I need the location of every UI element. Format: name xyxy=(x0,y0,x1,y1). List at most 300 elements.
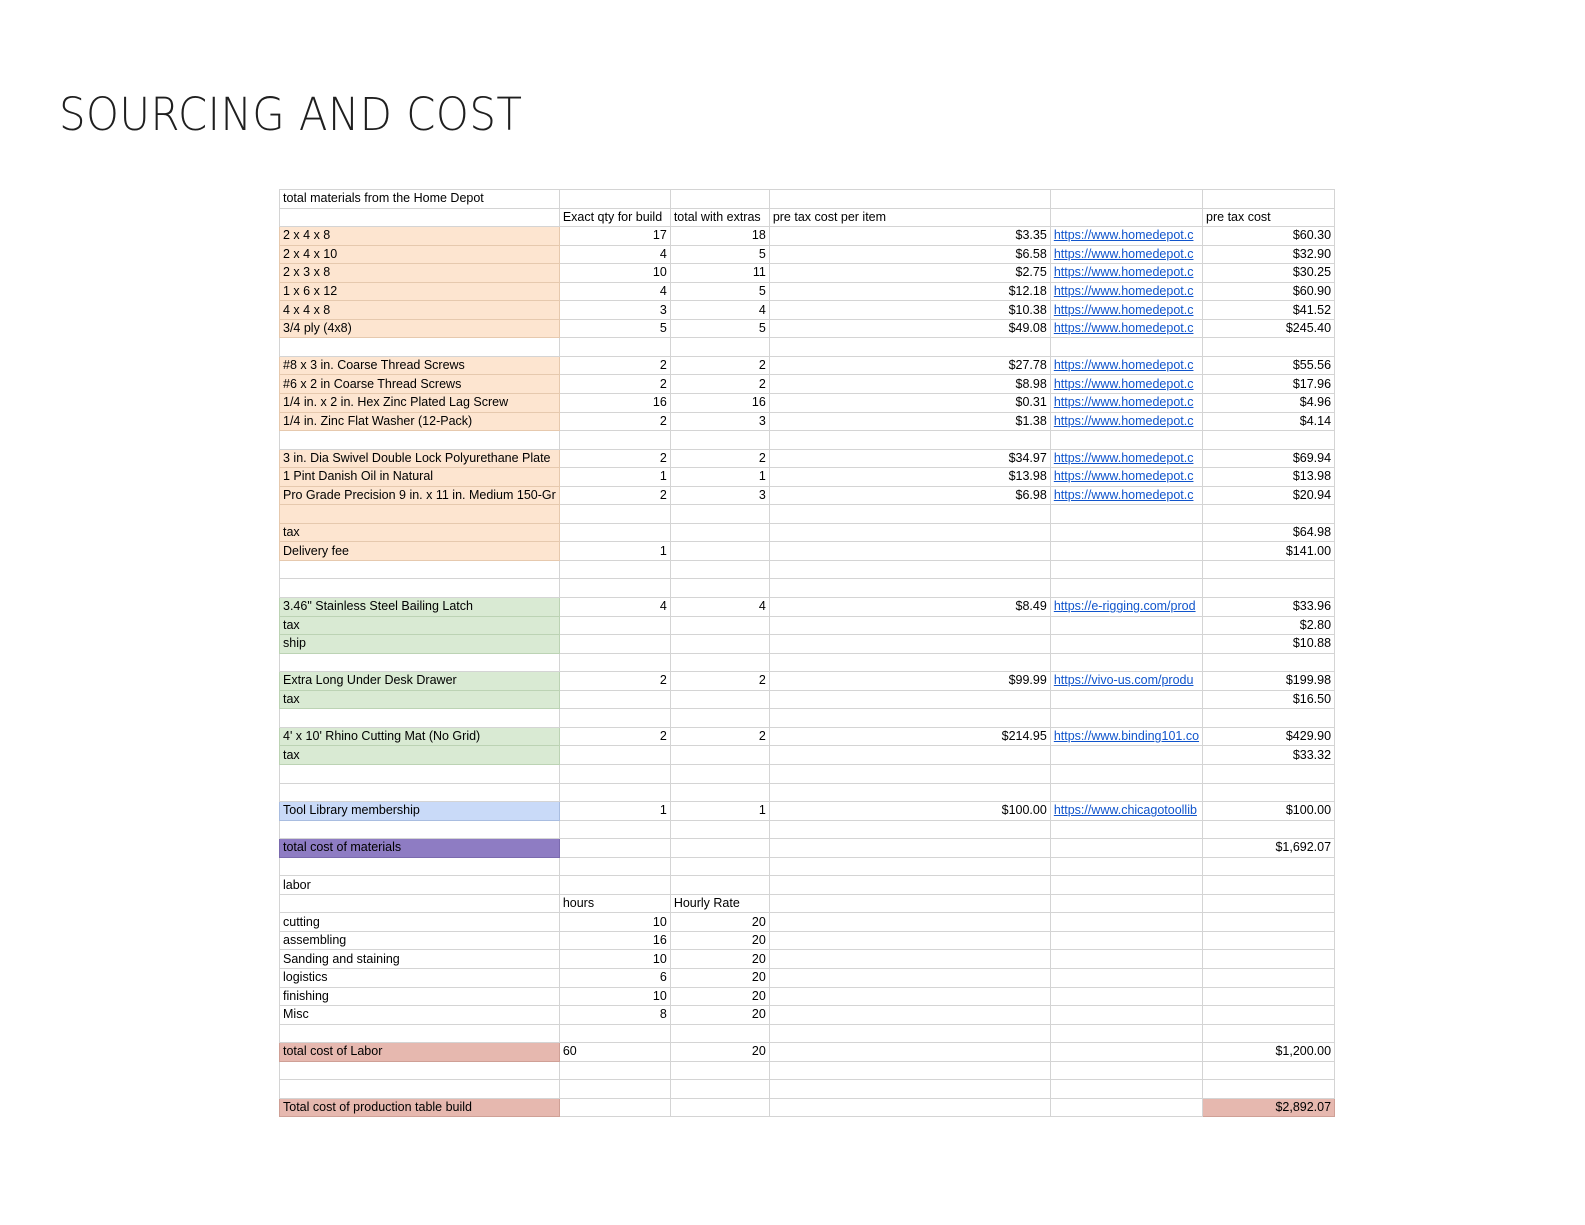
link-cell[interactable]: https://e-rigging.com/prod xyxy=(1050,598,1202,617)
table-row xyxy=(280,839,1335,858)
table-cell: 4 xyxy=(559,598,670,617)
link-cell[interactable]: https://www.homedepot.c xyxy=(1050,412,1202,431)
table-cell: $49.08 xyxy=(769,319,1050,338)
table-cell xyxy=(1203,653,1335,672)
table-cell xyxy=(769,987,1050,1006)
table-cell xyxy=(280,1080,560,1099)
table-cell xyxy=(280,764,560,783)
table-cell xyxy=(670,820,769,839)
table-cell: 20 xyxy=(670,1006,769,1025)
table-cell xyxy=(769,839,1050,858)
table-cell xyxy=(1050,987,1202,1006)
table-cell xyxy=(1050,839,1202,858)
table-row xyxy=(280,783,1335,802)
table-cell xyxy=(769,560,1050,579)
table-cell xyxy=(1203,950,1335,969)
table-cell: 10 xyxy=(559,950,670,969)
table-cell: 16 xyxy=(559,931,670,950)
table-cell xyxy=(670,690,769,709)
table-cell xyxy=(1050,820,1202,839)
table-cell: 20 xyxy=(670,987,769,1006)
table-cell: assembling xyxy=(280,931,560,950)
table-cell: $99.99 xyxy=(769,672,1050,691)
table-cell: 3 in. Dia Swivel Double Lock Polyurethane Plate xyxy=(280,449,560,468)
table-cell: finishing xyxy=(280,987,560,1006)
table-cell xyxy=(1050,579,1202,598)
page-title: SOURCING AND COST xyxy=(59,88,523,141)
table-cell: 4 x 4 x 8 xyxy=(280,301,560,320)
table-cell: Total cost of production table build xyxy=(280,1098,560,1117)
table-cell: $6.98 xyxy=(769,486,1050,505)
table-cell: tax xyxy=(280,746,560,765)
table-cell: 1 xyxy=(559,542,670,561)
table-cell xyxy=(1050,690,1202,709)
table-cell: 2 xyxy=(670,727,769,746)
table-cell xyxy=(559,839,670,858)
table-cell xyxy=(769,857,1050,876)
table-cell: $2.75 xyxy=(769,264,1050,283)
table-row xyxy=(280,412,1335,431)
table-cell xyxy=(1050,431,1202,450)
table-cell xyxy=(670,635,769,654)
table-cell xyxy=(769,505,1050,524)
table-cell xyxy=(1050,913,1202,932)
table-cell: $199.98 xyxy=(1203,672,1335,691)
link-cell[interactable]: https://www.homedepot.c xyxy=(1050,264,1202,283)
table-cell: $13.98 xyxy=(1203,468,1335,487)
table-cell xyxy=(769,431,1050,450)
table-cell xyxy=(1203,783,1335,802)
table-cell: Tool Library membership xyxy=(280,802,560,821)
table-cell: #6 x 2 in Coarse Thread Screws xyxy=(280,375,560,394)
link-cell[interactable]: https://www.homedepot.c xyxy=(1050,356,1202,375)
table-cell xyxy=(280,1061,560,1080)
table-row xyxy=(280,264,1335,283)
table-cell: $60.30 xyxy=(1203,227,1335,246)
link-cell[interactable]: https://www.homedepot.c xyxy=(1050,301,1202,320)
table-cell: 5 xyxy=(670,319,769,338)
table-cell xyxy=(280,820,560,839)
table-cell xyxy=(769,783,1050,802)
table-cell: $27.78 xyxy=(769,356,1050,375)
table-cell: $13.98 xyxy=(769,468,1050,487)
table-cell: 5 xyxy=(559,319,670,338)
table-cell: 1/4 in. Zinc Flat Washer (12-Pack) xyxy=(280,412,560,431)
link-cell[interactable]: https://www.homedepot.c xyxy=(1050,449,1202,468)
table-cell xyxy=(280,338,560,357)
table-cell: $0.31 xyxy=(769,394,1050,413)
table-cell: 3 xyxy=(670,486,769,505)
table-cell xyxy=(769,894,1050,913)
table-cell xyxy=(1050,876,1202,895)
table-cell: $20.94 xyxy=(1203,486,1335,505)
table-row xyxy=(280,449,1335,468)
table-cell: $16.50 xyxy=(1203,690,1335,709)
table-cell xyxy=(1050,1098,1202,1117)
table-cell xyxy=(769,1024,1050,1043)
table-cell xyxy=(670,1024,769,1043)
table-cell xyxy=(670,709,769,728)
table-cell: $64.98 xyxy=(1203,523,1335,542)
table-cell: Misc xyxy=(280,1006,560,1025)
table-cell: 10 xyxy=(559,913,670,932)
table-cell xyxy=(769,746,1050,765)
table-cell: 4 xyxy=(559,245,670,264)
table-cell: $10.88 xyxy=(1203,635,1335,654)
table-cell xyxy=(559,690,670,709)
table-cell: 4 xyxy=(559,282,670,301)
table-cell: 6 xyxy=(559,968,670,987)
table-cell: 2 xyxy=(670,449,769,468)
table-cell xyxy=(1203,1061,1335,1080)
table-cell: $12.18 xyxy=(769,282,1050,301)
table-cell xyxy=(1050,746,1202,765)
table-row xyxy=(280,857,1335,876)
table-cell: 16 xyxy=(559,394,670,413)
table-cell xyxy=(559,579,670,598)
table-cell: 10 xyxy=(559,987,670,1006)
table-cell xyxy=(1050,653,1202,672)
table-cell: 20 xyxy=(670,1043,769,1062)
table-cell: 2 xyxy=(559,727,670,746)
table-cell: 60 xyxy=(559,1043,670,1062)
table-cell xyxy=(1050,709,1202,728)
table-row xyxy=(280,1043,1335,1062)
table-cell: 1 x 6 x 12 xyxy=(280,282,560,301)
table-cell: $100.00 xyxy=(1203,802,1335,821)
table-cell xyxy=(559,876,670,895)
table-row xyxy=(280,394,1335,413)
table-cell xyxy=(1203,1006,1335,1025)
table-cell xyxy=(769,931,1050,950)
table-cell: $69.94 xyxy=(1203,449,1335,468)
table-cell: pre tax cost xyxy=(1203,208,1335,227)
table-cell: labor xyxy=(280,876,560,895)
table-cell xyxy=(769,579,1050,598)
table-cell xyxy=(280,431,560,450)
table-row xyxy=(280,950,1335,969)
table-cell xyxy=(769,1098,1050,1117)
table-cell xyxy=(559,653,670,672)
table-cell xyxy=(1203,987,1335,1006)
table-row xyxy=(280,1098,1335,1117)
table-cell xyxy=(1050,560,1202,579)
table-cell: 2 xyxy=(670,672,769,691)
table-cell xyxy=(559,820,670,839)
table-cell xyxy=(1050,190,1202,209)
table-cell xyxy=(559,560,670,579)
table-row xyxy=(280,653,1335,672)
table-cell: $34.97 xyxy=(769,449,1050,468)
table-cell xyxy=(559,190,670,209)
table-cell xyxy=(670,839,769,858)
table-cell xyxy=(559,505,670,524)
link-cell[interactable]: https://www.binding101.co xyxy=(1050,727,1202,746)
cost-spreadsheet xyxy=(279,189,1335,1117)
table-row xyxy=(280,894,1335,913)
table-cell: total cost of materials xyxy=(280,839,560,858)
table-cell: 1 Pint Danish Oil in Natural xyxy=(280,468,560,487)
table-cell: 2 xyxy=(559,449,670,468)
table-cell: 3/4 ply (4x8) xyxy=(280,319,560,338)
table-cell: Extra Long Under Desk Drawer xyxy=(280,672,560,691)
table-cell xyxy=(769,968,1050,987)
table-cell: 1 xyxy=(559,468,670,487)
table-cell xyxy=(1203,190,1335,209)
table-cell: $32.90 xyxy=(1203,245,1335,264)
table-cell xyxy=(769,876,1050,895)
table-cell xyxy=(1050,616,1202,635)
table-cell xyxy=(1203,338,1335,357)
table-cell xyxy=(1050,208,1202,227)
table-cell xyxy=(280,709,560,728)
table-cell: ship xyxy=(280,635,560,654)
table-cell xyxy=(670,505,769,524)
table-cell xyxy=(1050,542,1202,561)
table-cell: 2 x 4 x 10 xyxy=(280,245,560,264)
link-cell[interactable]: https://www.homedepot.c xyxy=(1050,319,1202,338)
table-cell xyxy=(1203,968,1335,987)
table-cell xyxy=(1050,1061,1202,1080)
table-cell xyxy=(280,208,560,227)
table-cell xyxy=(1050,338,1202,357)
table-row xyxy=(280,190,1335,209)
link-cell[interactable]: https://www.homedepot.c xyxy=(1050,282,1202,301)
table-cell: 1/4 in. x 2 in. Hex Zinc Plated Lag Screw xyxy=(280,394,560,413)
table-cell: $1,692.07 xyxy=(1203,839,1335,858)
table-cell: $245.40 xyxy=(1203,319,1335,338)
table-cell xyxy=(1050,950,1202,969)
table-row xyxy=(280,820,1335,839)
table-cell xyxy=(769,820,1050,839)
table-row xyxy=(280,802,1335,821)
table-cell: 4 xyxy=(670,301,769,320)
table-cell xyxy=(769,616,1050,635)
table-cell xyxy=(670,579,769,598)
table-cell: 8 xyxy=(559,1006,670,1025)
table-cell xyxy=(769,1061,1050,1080)
table-cell: 5 xyxy=(670,282,769,301)
table-row xyxy=(280,1080,1335,1099)
link-cell[interactable]: https://www.homedepot.c xyxy=(1050,486,1202,505)
table-cell xyxy=(1203,894,1335,913)
table-row xyxy=(280,727,1335,746)
table-cell xyxy=(280,894,560,913)
table-cell xyxy=(670,764,769,783)
table-cell: 20 xyxy=(670,931,769,950)
table-cell: 2 xyxy=(559,356,670,375)
table-cell: $41.52 xyxy=(1203,301,1335,320)
table-cell: 1 xyxy=(559,802,670,821)
table-cell xyxy=(280,579,560,598)
table-cell: 2 xyxy=(559,672,670,691)
table-cell xyxy=(769,1080,1050,1099)
table-cell xyxy=(670,876,769,895)
table-cell: 4' x 10' Rhino Cutting Mat (No Grid) xyxy=(280,727,560,746)
table-cell xyxy=(670,653,769,672)
table-cell xyxy=(280,505,560,524)
table-cell xyxy=(1050,1043,1202,1062)
table-cell xyxy=(280,560,560,579)
link-cell[interactable]: https://www.homedepot.c xyxy=(1050,227,1202,246)
table-cell xyxy=(559,709,670,728)
table-cell xyxy=(769,523,1050,542)
table-cell xyxy=(670,1080,769,1099)
table-cell: 11 xyxy=(670,264,769,283)
table-cell xyxy=(1050,968,1202,987)
link-cell[interactable]: https://www.homedepot.c xyxy=(1050,245,1202,264)
table-row xyxy=(280,560,1335,579)
table-cell: Pro Grade Precision 9 in. x 11 in. Medium 150-Gr xyxy=(280,486,560,505)
link-cell[interactable]: https://www.homedepot.c xyxy=(1050,394,1202,413)
table-cell xyxy=(1050,1024,1202,1043)
table-cell xyxy=(559,1080,670,1099)
table-row xyxy=(280,245,1335,264)
table-cell xyxy=(670,783,769,802)
table-cell xyxy=(1203,431,1335,450)
table-cell: $8.49 xyxy=(769,598,1050,617)
table-cell xyxy=(670,190,769,209)
table-cell xyxy=(1203,560,1335,579)
table-cell: total with extras xyxy=(670,208,769,227)
table-cell: 2 x 4 x 8 xyxy=(280,227,560,246)
table-row xyxy=(280,431,1335,450)
table-row xyxy=(280,468,1335,487)
table-cell xyxy=(280,653,560,672)
table-cell xyxy=(1050,635,1202,654)
table-cell xyxy=(1203,579,1335,598)
table-cell: $8.98 xyxy=(769,375,1050,394)
table-cell: $1.38 xyxy=(769,412,1050,431)
table-cell xyxy=(769,709,1050,728)
table-cell xyxy=(559,783,670,802)
table-row xyxy=(280,987,1335,1006)
table-row xyxy=(280,282,1335,301)
table-cell: $429.90 xyxy=(1203,727,1335,746)
table-cell xyxy=(769,653,1050,672)
table-cell: Exact qty for build xyxy=(559,208,670,227)
link-cell[interactable]: https://www.homedepot.c xyxy=(1050,375,1202,394)
table-cell xyxy=(670,1098,769,1117)
table-cell xyxy=(559,635,670,654)
table-cell: $4.96 xyxy=(1203,394,1335,413)
table-cell: pre tax cost per item xyxy=(769,208,1050,227)
table-cell: tax xyxy=(280,616,560,635)
link-cell[interactable]: https://www.homedepot.c xyxy=(1050,468,1202,487)
table-row xyxy=(280,486,1335,505)
table-cell xyxy=(280,1024,560,1043)
table-row xyxy=(280,616,1335,635)
table-cell xyxy=(559,338,670,357)
table-cell xyxy=(670,431,769,450)
table-row xyxy=(280,301,1335,320)
table-cell xyxy=(769,764,1050,783)
table-row xyxy=(280,968,1335,987)
table-cell: 3.46" Stainless Steel Bailing Latch xyxy=(280,598,560,617)
table-row xyxy=(280,931,1335,950)
table-cell: $33.32 xyxy=(1203,746,1335,765)
table-cell xyxy=(1050,857,1202,876)
table-cell xyxy=(670,338,769,357)
table-cell xyxy=(559,431,670,450)
table-cell xyxy=(1050,783,1202,802)
table-cell xyxy=(1203,1080,1335,1099)
table-cell xyxy=(670,857,769,876)
table-cell: 20 xyxy=(670,968,769,987)
table-cell xyxy=(670,560,769,579)
table-cell: $2.80 xyxy=(1203,616,1335,635)
table-cell: Hourly Rate xyxy=(670,894,769,913)
table-cell xyxy=(1050,523,1202,542)
table-row xyxy=(280,1024,1335,1043)
table-cell: #8 x 3 in. Coarse Thread Screws xyxy=(280,356,560,375)
table-cell: 2 xyxy=(559,412,670,431)
table-row xyxy=(280,690,1335,709)
table-cell: tax xyxy=(280,690,560,709)
table-cell: 1 xyxy=(670,468,769,487)
link-cell[interactable]: https://vivo-us.com/produ xyxy=(1050,672,1202,691)
table-row xyxy=(280,227,1335,246)
table-cell: $141.00 xyxy=(1203,542,1335,561)
table-row xyxy=(280,598,1335,617)
table-cell: $1,200.00 xyxy=(1203,1043,1335,1062)
table-cell xyxy=(769,1043,1050,1062)
table-row xyxy=(280,876,1335,895)
table-cell: hours xyxy=(559,894,670,913)
table-cell: 2 xyxy=(670,375,769,394)
table-cell xyxy=(1203,1024,1335,1043)
table-cell xyxy=(1203,764,1335,783)
table-row xyxy=(280,672,1335,691)
table-cell xyxy=(769,1006,1050,1025)
table-row xyxy=(280,764,1335,783)
table-cell xyxy=(769,635,1050,654)
table-cell xyxy=(280,783,560,802)
table-cell xyxy=(1203,820,1335,839)
table-cell xyxy=(1050,931,1202,950)
table-cell xyxy=(559,1098,670,1117)
table-cell xyxy=(559,746,670,765)
table-cell: 20 xyxy=(670,950,769,969)
table-cell: 10 xyxy=(559,264,670,283)
table-cell: total materials from the Home Depot xyxy=(280,190,560,209)
table-row xyxy=(280,319,1335,338)
table-row xyxy=(280,913,1335,932)
link-cell[interactable]: https://www.chicagotoollib xyxy=(1050,802,1202,821)
table-cell: $6.58 xyxy=(769,245,1050,264)
table-cell xyxy=(1050,1006,1202,1025)
table-cell: $3.35 xyxy=(769,227,1050,246)
table-row xyxy=(280,579,1335,598)
table-cell xyxy=(559,523,670,542)
table-cell: 3 xyxy=(670,412,769,431)
table-cell xyxy=(1203,913,1335,932)
table-cell: total cost of Labor xyxy=(280,1043,560,1062)
table-cell xyxy=(1203,876,1335,895)
table-cell xyxy=(559,616,670,635)
table-cell xyxy=(1203,931,1335,950)
table-cell xyxy=(670,1061,769,1080)
table-row xyxy=(280,635,1335,654)
table-cell: $30.25 xyxy=(1203,264,1335,283)
table-cell: 16 xyxy=(670,394,769,413)
table-row xyxy=(280,523,1335,542)
table-cell xyxy=(769,913,1050,932)
table-row xyxy=(280,709,1335,728)
table-cell: 2 xyxy=(670,356,769,375)
table-row xyxy=(280,542,1335,561)
table-row xyxy=(280,746,1335,765)
